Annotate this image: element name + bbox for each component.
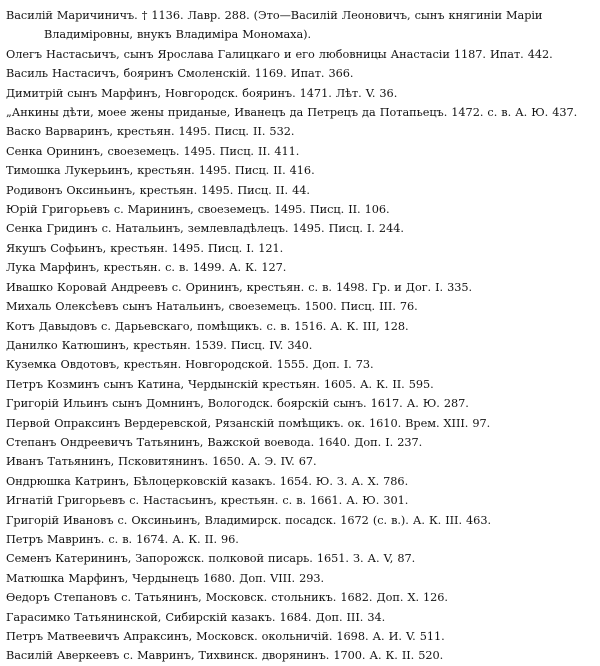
entry-row: Ѳедоръ Степановъ с. Татьянинъ, Московск. стольникъ. 1682. Доп. X. 126. (6, 591, 448, 605)
entry-row: Ондрюшка Катринъ, Бѣлоцерковскій казакъ. 1654. Ю. З. А. X. 786. (6, 474, 409, 488)
entry-row: Юрій Григорьевъ с. Марининъ, своеземецъ. 1495. Писц. II. 106. (6, 203, 390, 217)
entry-row: Семенъ Катерининъ, Запорожск. полковой писарь. 1651. З. А. V, 87. (6, 552, 416, 566)
entry-row: Якушъ Софьинъ, крестьян. 1495. Писц. I. 121. (6, 241, 284, 255)
entry-row: Васко Варваринъ, крестьян. 1495. Писц. II. 532. (6, 125, 295, 139)
entry-row: Сенка Гридинъ с. Натальинъ, землевладѣлецъ. 1495. Писц. I. 244. (6, 222, 404, 236)
entry-row: Гарасимко Татьянинской, Сибирскій казакъ. 1684. Доп. III. 34. (6, 610, 386, 624)
entry-row: Иванъ Татьянинъ, Псковитянинъ. 1650. А. Э. IV. 67. (6, 455, 317, 469)
entry-row: Сенка Орининъ, своеземецъ. 1495. Писц. II. 411. (6, 144, 300, 158)
entry-row: Олегъ Настасьичъ, сынъ Ярослава Галицкаго и его любовницы Анастасіи 1187. Ипат. 442. (6, 47, 553, 61)
entry-row: Лука Марфинъ, крестьян. с. в. 1499. А. К. 127. (6, 261, 287, 275)
entry-row: Родивонъ Оксиньинъ, крестьян. 1495. Писц. II. 44. (6, 183, 310, 197)
entry-row: Матюшка Марфинъ, Чердынецъ 1680. Доп. VIII. 293. (6, 571, 325, 585)
entry-row: „Анкины дѣти, моее жены приданые, Иванецъ да Петрецъ да Потапьецъ. 1472. с. в. А. Ю. 437. (6, 106, 578, 120)
entry-row: Петръ Мавринъ. с. в. 1674. А. К. II. 96. (6, 532, 239, 546)
entry-row: Степанъ Ондреевичъ Татьянинъ, Важской воевода. 1640. Доп. I. 237. (6, 435, 423, 449)
entry-row: Григорій Ивановъ с. Оксиньинъ, Владимирск. посадск. 1672 (с. в.). А. К. III. 463. (6, 513, 492, 527)
entry-row: Григорій Ильинъ сынъ Домнинъ, Вологодск. боярскій сынъ. 1617. А. Ю. 287. (6, 397, 469, 411)
entry-row: Ивашко Коровай Андреевъ с. Орининъ, крестьян. с. в. 1498. Гр. и Дог. I. 335. (6, 280, 473, 294)
entry-row: Петръ Матвеевичъ Апраксинъ, Московск. окольничій. 1698. А. И. V. 511. (6, 630, 445, 643)
entry-row: Первой Опраксинъ Вердеревской, Рязанскій помѣщикъ. ок. 1610. Врем. XIII. 97. (6, 416, 491, 430)
entry-row: Тимошка Лукерьинъ, крестьян. 1495. Писц. II. 416. (6, 164, 315, 178)
entry-row: Василь Настасичъ, бояринъ Смоленскій. 1169. Ипат. 366. (6, 67, 354, 81)
entry-row: Василій Маричиничъ. † 1136. Лавр. 288. (Это—Василій Леоновичъ, сынъ княгиніи Маріи Владиміровны, внукъ Владиміра Мономаха). (6, 9, 543, 42)
entry-row: Василій Аверкеевъ с. Мавринъ, Тихвинск. дворянинъ. 1700. А. К. II. 520. (6, 649, 444, 663)
entry-row: Петръ Козминъ сынъ Катина, Чердынскій крестьян. 1605. А. К. II. 595. (6, 377, 434, 391)
entry-row: Михаль Олексѣевъ сынъ Натальинъ, своеземецъ. 1500. Писц. III. 76. (6, 300, 418, 314)
entry-row: Димитрій сынъ Марфинъ, Новгородск. бояринъ. 1471. Лѣт. V. 36. (6, 86, 398, 100)
entry-row: Игнатій Григорьевъ с. Настасьинъ, крестьян. с. в. 1661. А. Ю. 301. (6, 494, 409, 508)
entry-row: Куземка Овдотовъ, крестьян. Новгородской. 1555. Доп. I. 73. (6, 358, 374, 372)
entry-row: Данилко Катюшинъ, крестьян. 1539. Писц. IV. 340. (6, 338, 313, 352)
entry-row: Котъ Давыдовъ с. Дарьевскаго, помѣщикъ. с. в. 1516. А. К. III, 128. (6, 319, 409, 333)
